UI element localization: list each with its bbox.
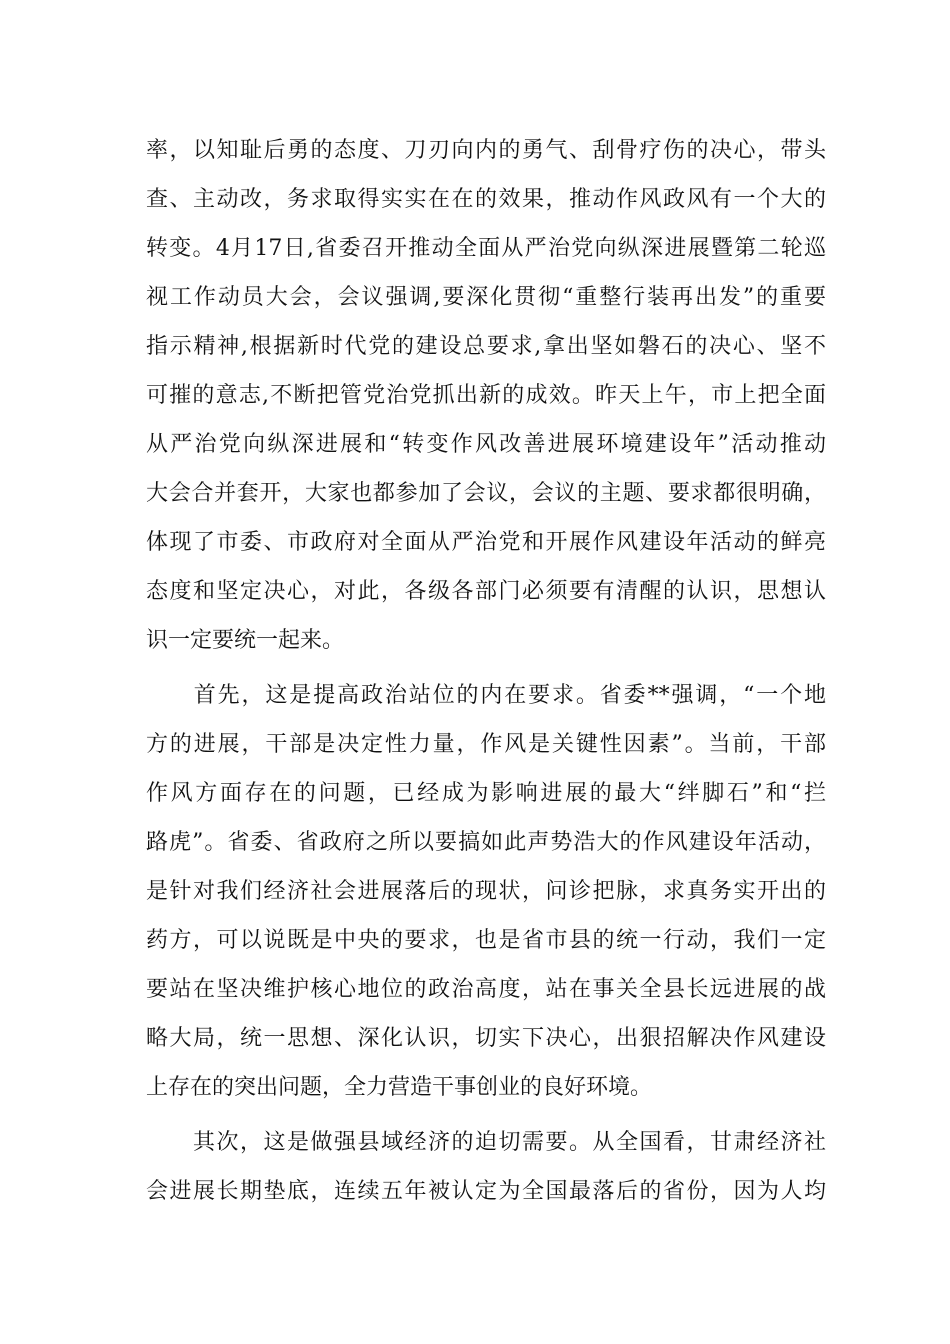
text-line-16: 是针对我们经济社会进展落后的现状，问诊把脉，求真务实开出的	[146, 879, 826, 904]
text-line-19: 略大局，统一思想、深化认识，切实下决心，出狠招解决作风建设	[146, 1026, 826, 1051]
text-line-20: 上存在的突出问题，全力营造干事创业的良好环境。	[146, 1075, 653, 1100]
text-line-7: 从严治党向纵深进展和“转变作风改善进展环境建设年”活动推动	[146, 432, 826, 457]
text-line-1: 率，以知耻后勇的态度、刀刃向内的勇气、刮骨疗伤的决心，带头	[146, 138, 826, 163]
text-line-12: 首先，这是提高政治站位的内在要求。省委**强调，“一个地	[146, 683, 826, 708]
text-line-6: 可摧的意志,不断把管党治党抓出新的成效。昨天上午，市上把全面	[146, 383, 826, 408]
text-line-14: 作风方面存在的问题，已经成为影响进展的最大“绊脚石”和“拦	[146, 781, 826, 806]
text-line-10: 态度和坚定决心，对此，各级各部门必须要有清醒的认识，思想认	[146, 579, 826, 604]
text-line-3: 转变。4月17日,省委召开推动全面从严治党向纵深进展暨第二轮巡	[146, 236, 826, 261]
text-line-8: 大会合并套开，大家也都参加了会议，会议的主题、要求都很明确，	[146, 481, 826, 506]
text-line-15: 路虎”。省委、省政府之所以要搞如此声势浩大的作风建设年活动，	[146, 830, 826, 855]
text-line-2: 查、主动改，务求取得实实在在的效果，推动作风政风有一个大的	[146, 187, 826, 212]
text-line-9: 体现了市委、市政府对全面从严治党和开展作风建设年活动的鲜亮	[146, 530, 826, 555]
text-line-11: 识一定要统一起来。	[146, 628, 345, 653]
text-line-17: 药方，可以说既是中央的要求，也是省市县的统一行动，我们一定	[146, 928, 826, 953]
text-line-18: 要站在坚决维护核心地位的政治高度，站在事关全县长远进展的战	[146, 977, 826, 1002]
text-line-22: 会进展长期垫底，连续五年被认定为全国最落后的省份，因为人均	[146, 1179, 826, 1204]
text-line-5: 指示精神,根据新时代党的建设总要求,拿出坚如磐石的决心、坚不	[146, 334, 826, 359]
text-line-21: 其次，这是做强县域经济的迫切需要。从全国看，甘肃经济社	[146, 1130, 826, 1155]
text-line-4: 视工作动员大会，会议强调,要深化贯彻“重整行装再出发”的重要	[146, 285, 826, 310]
text-line-13: 方的进展，干部是决定性力量，作风是关键性因素”。当前，干部	[146, 732, 826, 757]
